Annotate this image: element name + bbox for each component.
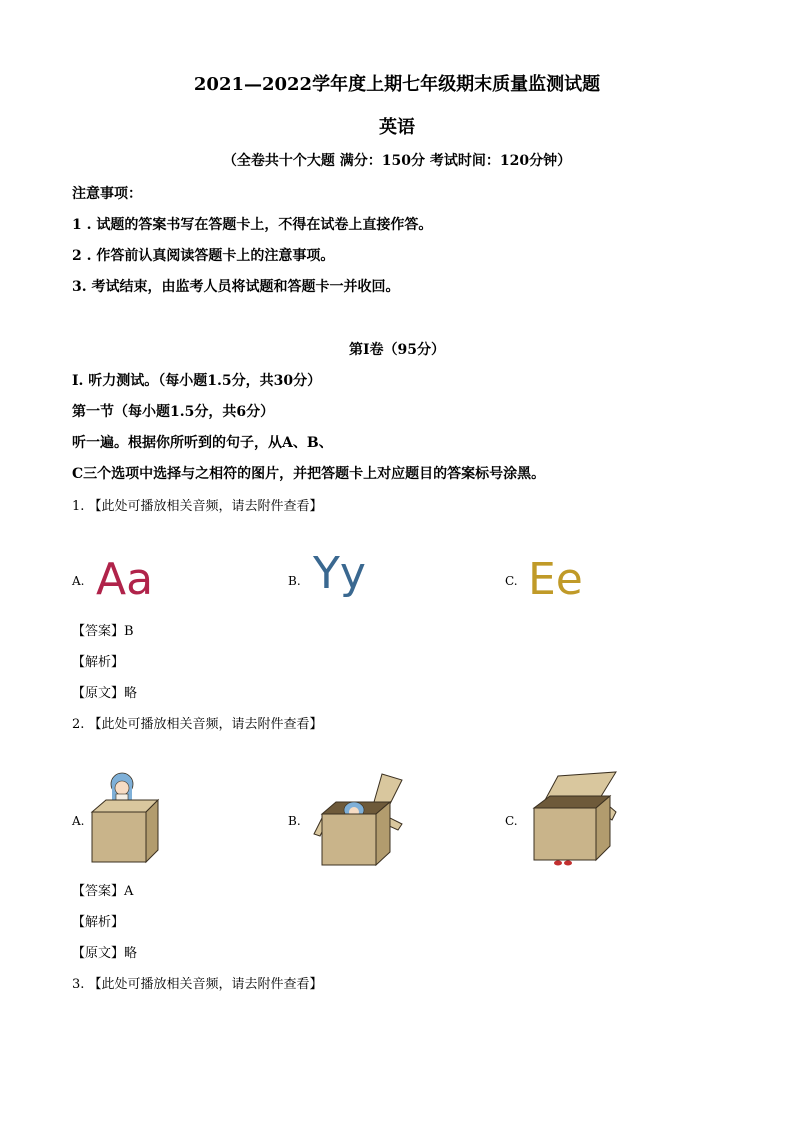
instruction-line-2: C三个选项中选择与之相符的图片，并把答题卡上对应题目的答案标号涂黑。 <box>72 466 546 482</box>
part-title: 第I卷（95分） <box>348 342 446 358</box>
question-1-prompt: 1. 【此处可播放相关音频，请去附件查看】 <box>72 499 323 514</box>
note-item-3: 3. 考试结束，由监考人员将试题和答题卡一并收回。 <box>72 279 400 295</box>
section-heading: I. 听力测试。（每小题1.5分，共30分） <box>72 373 322 389</box>
q1-option-a-letters[interactable]: Aa <box>96 554 154 605</box>
instruction-line-1: 听一遍。根据你所听到的句子，从A、B、 <box>72 435 333 451</box>
question-3-prompt: 3. 【此处可播放相关音频，请去附件查看】 <box>72 977 323 992</box>
notes-heading: 注意事项： <box>72 186 142 202</box>
question-2-prompt: 2. 【此处可播放相关音频，请去附件查看】 <box>72 717 323 732</box>
q1-option-b-label: B. <box>288 574 301 588</box>
q2-answer: 【答案】A <box>72 884 134 899</box>
girl-in-box-icon[interactable] <box>306 772 406 867</box>
q2-option-b-label: B. <box>288 814 301 828</box>
note-item-2: 2 . 作答前认真阅读答题卡上的注意事项。 <box>72 248 335 264</box>
exam-info: （全卷共十个大题 满分：150分 考试时间：120分钟） <box>222 153 572 169</box>
q2-original: 【原文】略 <box>72 946 138 961</box>
q1-option-b-letters[interactable]: Yy <box>313 548 366 599</box>
q1-answer: 【答案】B <box>72 624 134 639</box>
q2-option-a-label: A. <box>72 814 85 828</box>
page-title: 2021—2022学年度上期七年级期末质量监测试题 <box>193 74 601 95</box>
note-item-1: 1 . 试题的答案书写在答题卡上，不得在试卷上直接作答。 <box>72 217 433 233</box>
q2-analysis: 【解析】 <box>72 915 125 930</box>
girl-on-box-icon[interactable] <box>86 772 166 867</box>
subject-title: 英语 <box>379 117 415 138</box>
q1-option-a-label: A. <box>72 574 85 588</box>
q2-option-c-label: C. <box>505 814 518 828</box>
q1-option-c-label: C. <box>505 574 518 588</box>
girl-under-box-icon[interactable] <box>522 770 622 870</box>
q1-option-c-letters[interactable]: Ee <box>528 554 583 605</box>
q1-original: 【原文】略 <box>72 686 138 701</box>
q1-analysis: 【解析】 <box>72 655 125 670</box>
subsection-heading: 第一节（每小题1.5分，共6分） <box>72 404 275 420</box>
